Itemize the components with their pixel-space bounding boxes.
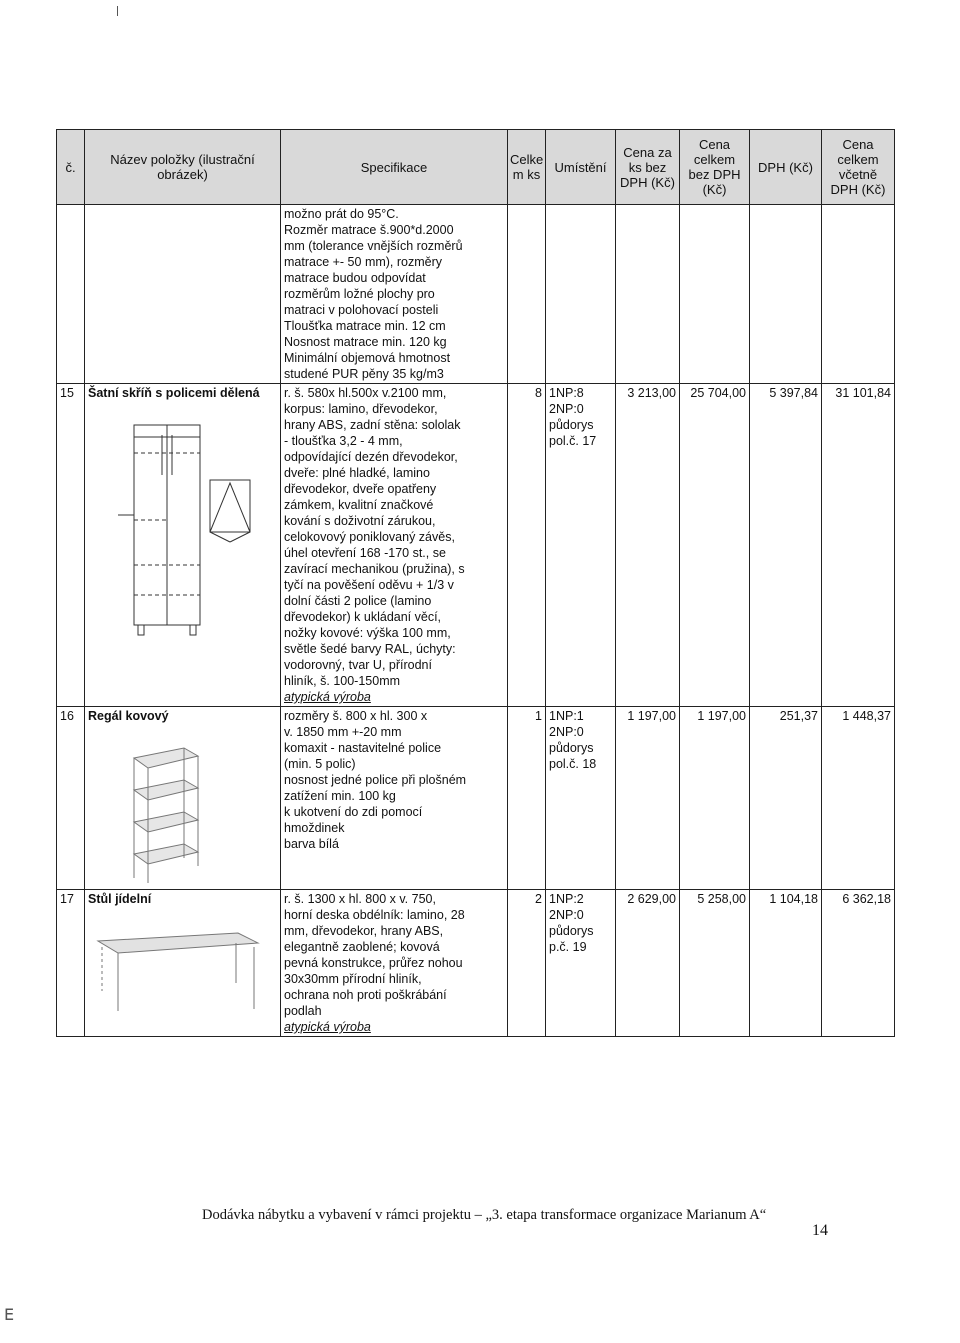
item-qty: 2: [508, 890, 546, 1037]
header-total-with-vat: Cena celkem včetně DPH (Kč): [822, 130, 895, 205]
item-cell: [85, 890, 281, 1037]
footer-text: Dodávka nábytku a vybavení v rámci projektu – „3. etapa transformace organizace Marianum A“: [202, 1207, 767, 1223]
header-spec: Specifikace: [281, 130, 508, 205]
spec-note: atypická výroba: [284, 1020, 371, 1034]
table-header-row: [57, 130, 895, 205]
item-location: 1NP:1 2NP:0 půdorys pol.č. 18: [546, 707, 616, 890]
row-number: 17: [57, 890, 85, 1037]
item-vat: 251,37: [750, 707, 822, 890]
wardrobe-illustration: [88, 415, 274, 645]
item-location: 1NP:8 2NP:0 půdorys pol.č. 17: [546, 384, 616, 707]
item-total-with-vat: 31 101,84: [822, 384, 895, 707]
continuation-spec: možno prát do 95°C. Rozměr matrace š.900*d.2000 mm (tolerance vnějších rozměrů matrace +- 50 mm), rozměry matrace budou odpovídat rozměrům ložné plochy pro matraci v polohovací posteli Tloušťka matrace min. 12 cm Nosnost matrace min. 120 kg Minimální objemová hmotnost studené PUR pěny 35 kg/m3: [281, 205, 508, 384]
item-qty: 1: [508, 707, 546, 890]
metal-shelf-illustration: [88, 738, 274, 888]
item-vat: 1 104,18: [750, 890, 822, 1037]
items-table: [56, 129, 895, 1037]
item-cell: [85, 384, 281, 707]
item-total-no-vat: 1 197,00: [680, 707, 750, 890]
scan-corner-icon: ⴹ: [4, 1307, 15, 1324]
header-qty: Celke m ks: [508, 130, 546, 205]
item-unit-price: 2 629,00: [616, 890, 680, 1037]
item-name: Šatní skříň s policemi dělená: [88, 386, 260, 400]
table-row: [57, 384, 895, 707]
item-spec: r. š. 1300 x hl. 800 x v. 750, horní deska obdélník: lamino, 28 mm, dřevodekor, hrany ABS, elegantně zaoblené; kovová pevná konstrukce, průřez nohou 30x30mm přírodní hliník, ochrana noh proti poškrábání podlah atypická výroba: [281, 890, 508, 1037]
header-num: č.: [57, 130, 85, 205]
header-location: Umístění: [546, 130, 616, 205]
table-row: [57, 707, 895, 890]
table-row: [57, 890, 895, 1037]
item-total-no-vat: 25 704,00: [680, 384, 750, 707]
item-vat: 5 397,84: [750, 384, 822, 707]
scan-mark: [117, 6, 118, 16]
item-unit-price: 3 213,00: [616, 384, 680, 707]
item-cell: [85, 707, 281, 890]
row-number: 16: [57, 707, 85, 890]
item-spec: r. š. 580x hl.500x v.2100 mm, korpus: lamino, dřevodekor, hrany ABS, zadní stěna: sololak - tloušťka 3,2 - 4 mm, odpovídající dezén dřevodekor, dveře: plné hladké, lamino dřevodekor, dveře opatřeny zámkem, kvalitní značkové kování s doživotní zárukou, celokovový poniklovaný závěs, úhel otevření 168 -170 st., se zavírací mechanikou (pružina), s tyčí na pověšení oděvu + 1/3 v dolní části 2 police (lamino dřevodekor) k ukládaní věcí, nožky kovové: výška 100 mm, světle šedé barvy RAL, úchyty: vodorovný, tvar U, přírodní hliník, š. 100-150mm atypická výroba: [281, 384, 508, 707]
dining-table-illustration: [88, 921, 274, 1021]
item-qty: 8: [508, 384, 546, 707]
page-number: 14: [812, 1222, 828, 1239]
item-total-with-vat: 6 362,18: [822, 890, 895, 1037]
header-unit-price: Cena za ks bez DPH (Kč): [616, 130, 680, 205]
spec-note: atypická výroba: [284, 690, 371, 704]
table-row-continuation: [57, 205, 895, 384]
item-name: Regál kovový: [88, 709, 169, 723]
item-total-no-vat: 5 258,00: [680, 890, 750, 1037]
item-spec: rozměry š. 800 x hl. 300 x v. 1850 mm +-20 mm komaxit - nastavitelné police (min. 5 polic) nosnost jedné police při plošném zatížení min. 100 kg k ukotvení do zdi pomocí hmoždinek barva bílá: [281, 707, 508, 890]
item-total-with-vat: 1 448,37: [822, 707, 895, 890]
row-number: 15: [57, 384, 85, 707]
header-vat: DPH (Kč): [750, 130, 822, 205]
item-location: 1NP:2 2NP:0 půdorys p.č. 19: [546, 890, 616, 1037]
item-name: Stůl jídelní: [88, 892, 152, 906]
header-name: Název položky (ilustrační obrázek): [85, 130, 281, 205]
item-unit-price: 1 197,00: [616, 707, 680, 890]
header-total-no-vat: Cena celkem bez DPH (Kč): [680, 130, 750, 205]
